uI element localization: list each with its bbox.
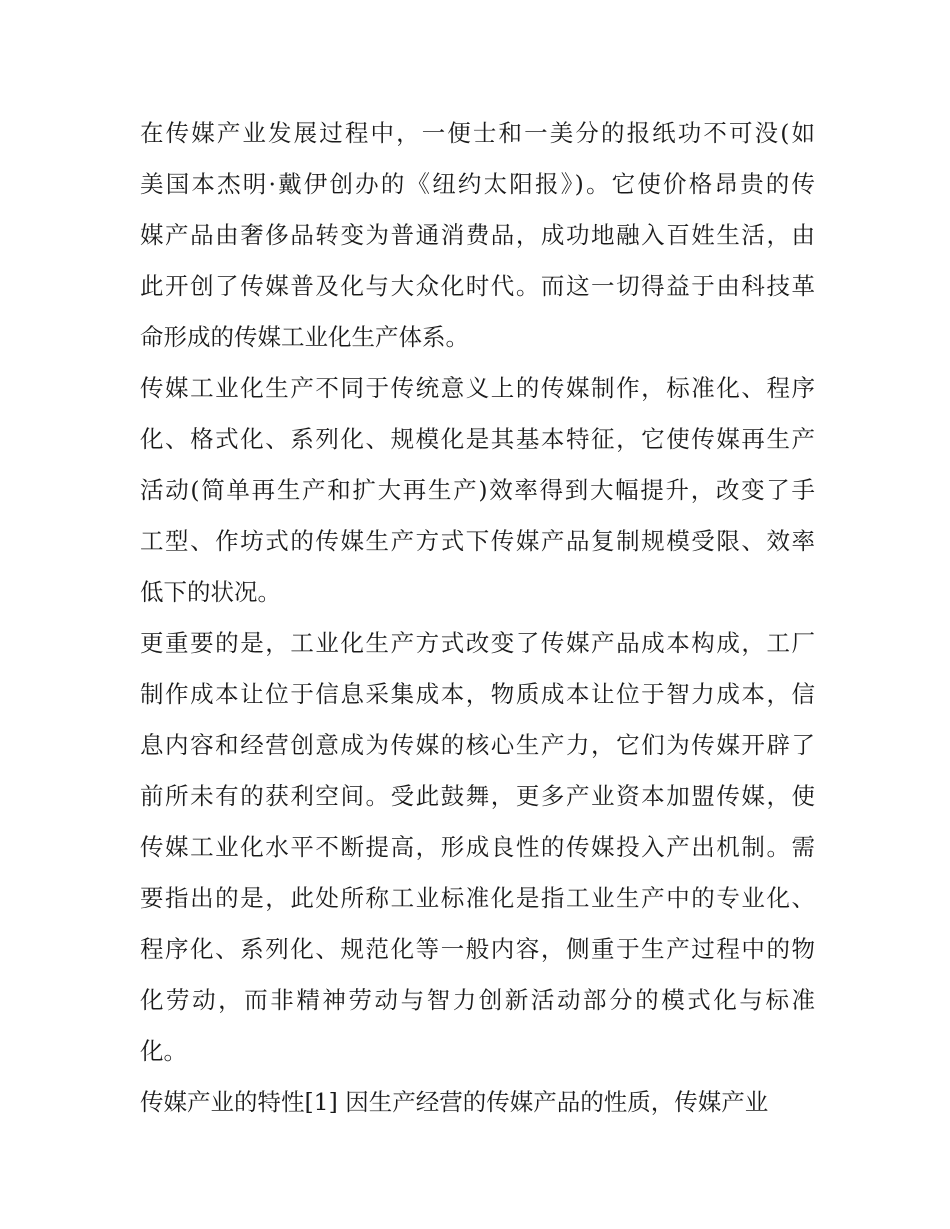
text-line: 化劳动，而非精神劳动与智力创新活动部分的模式化与标准 — [140, 986, 815, 1014]
text-line: 媒产品由奢侈品转变为普通消费品，成功地融入百姓生活，由 — [140, 221, 815, 249]
paragraph-4 — [140, 1077, 815, 1128]
text-line: 息内容和经营创意成为传媒的核心生产力，它们为传媒开辟了 — [140, 731, 815, 759]
text-line: 化、格式化、系列化、规模化是其基本特征，它使传媒再生产 — [140, 425, 815, 453]
text-line: 要指出的是，此处所称工业标准化是指工业生产中的专业化、 — [140, 884, 815, 912]
text-line: 此开创了传媒普及化与大众化时代。而这一切得益于由科技革 — [140, 272, 815, 300]
text-line: 制作成本让位于信息采集成本，物质成本让位于智力成本，信 — [140, 680, 815, 708]
text-line: 在传媒产业发展过程中，一便士和一美分的报纸功不可没(如 — [140, 119, 815, 147]
paragraph-2 — [140, 363, 815, 618]
text-line: 传媒工业化生产不同于传统意义上的传媒制作，标准化、程序 — [140, 374, 815, 402]
text-line: 工型、作坊式的传媒生产方式下传媒产品复制规模受限、效率 — [140, 527, 815, 555]
text-line: 前所未有的获利空间。受此鼓舞，更多产业资本加盟传媒，使 — [140, 782, 815, 810]
text-line: 活动(简单再生产和扩大再生产)效率得到大幅提升，改变了手 — [140, 476, 815, 504]
text-line: 命形成的传媒工业化生产体系。 — [140, 323, 469, 351]
text-line: 传媒工业化水平不断提高，形成良性的传媒投入产出机制。需 — [140, 833, 815, 861]
text-line: 传媒产业的特性[1] 因生产经营的传媒产品的性质，传媒产业 — [140, 1088, 769, 1116]
text-line: 美国本杰明·戴伊创办的《纽约太阳报》)。它使价格昂贵的传 — [140, 170, 815, 198]
paragraph-3 — [140, 618, 815, 1077]
text-line: 化。 — [140, 1037, 187, 1065]
text-line: 程序化、系列化、规范化等一般内容，侧重于生产过程中的物 — [140, 935, 815, 963]
document-body — [140, 108, 815, 1128]
text-line: 更重要的是，工业化生产方式改变了传媒产品成本构成，工厂 — [140, 629, 815, 657]
paragraph-1 — [140, 108, 815, 363]
text-line: 低下的状况。 — [140, 578, 281, 606]
